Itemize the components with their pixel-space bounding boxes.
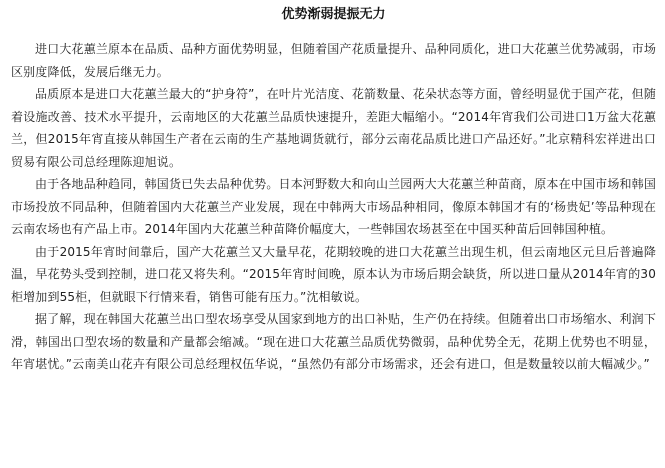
article-title: 优势渐弱提振无力 <box>281 7 386 22</box>
paragraph-1: 进口大花蕙兰原本在品质、品种方面优势明显，但随着国产花质量提升、品种同质化，进口大花蕙兰优势减弱，市场区别度降低，发展后继无力。 <box>11 42 656 79</box>
paragraph-3: 由于各地品种趋同，韩国货已失去品种优势。日本河野数大和向山兰园两大大花蕙兰种苗商，原本在中国市场和韩国市场投放不同品种，但随着国内大花蕙兰产业发展，现在中韩两大市场品种相同，像原本韩国才有的‘杨贵妃’等品种现在云南农场也有产品上市。2014年国内大花蕙兰种苗降价幅度大，一些韩国农场甚至在中国买种苗后回韩国种植。 <box>11 177 656 236</box>
paragraph-4: 由于2015年宵时间靠后，国产大花蕙兰又大量早花，花期较晚的进口大花蕙兰出现生机，但云南地区元旦后普遍降温，早花势头受到控制，进口花又将失利。“2015年宵时间晚，原本认为市场后期会缺货，所以进口量从2014年宵的30柜增加到55柜，但就眼下行情来看，销售可能有压力。”沈相敏说。 <box>11 244 656 304</box>
paragraph-5: 据了解，现在韩国大花蕙兰出口型农场享受从国家到地方的出口补贴，生产仍在持续。但随着出口市场缩水、利润下滑，韩国出口型农场的数量和产量都会缩减。“现在进口大花蕙兰品质优势微弱，品种优势全无，花期上优势也不明显，年宵堪忧。”云南美山花卉有限公司总经理权伍华说，“虽然仍有部分市场需求，还会有进口，但是数量较以前大幅减少。” <box>11 312 656 371</box>
paragraph-2: 品质原本是进口大花蕙兰最大的“护身符”，在叶片光洁度、花箭数量、花朵状态等方面，曾经明显优于国产花，但随着设施改善、技术水平提升，云南地区的大花蕙兰品质快速提升，差距大幅缩小。“2014年宵我们公司进口1万盆大花蕙兰，但2015年宵直接从韩国生产者在云南的生产基地调货就行，部分云南花品质比进口产品还好。”北京精科宏祥进出口贸易有限公司总经理陈迎旭说。 <box>11 87 656 169</box>
